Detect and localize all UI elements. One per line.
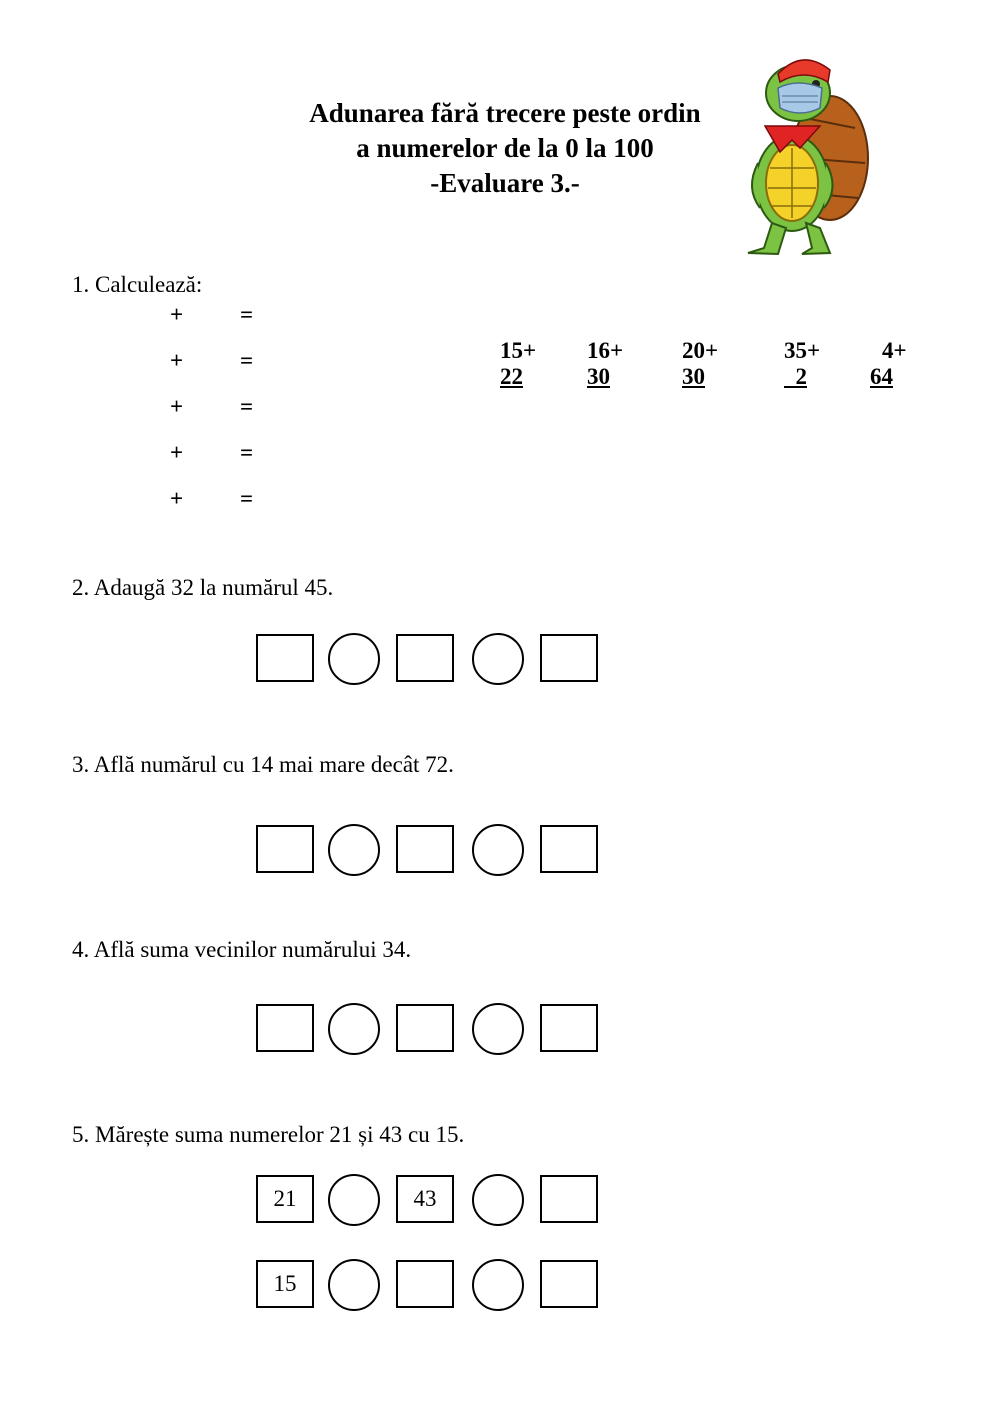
operator-circle[interactable] xyxy=(328,1259,380,1311)
answer-box[interactable] xyxy=(396,825,454,873)
title-line-2: a numerelor de la 0 la 100 xyxy=(356,133,654,163)
operator-circle[interactable] xyxy=(472,1259,524,1311)
answer-box[interactable] xyxy=(256,825,314,873)
operator-circle[interactable] xyxy=(328,824,380,876)
question-5-label: 5. Mărește suma numerelor 21 și 43 cu 15. xyxy=(72,1122,465,1147)
title-line-1: Adunarea fără trecere peste ordin xyxy=(309,98,701,128)
answer-box[interactable] xyxy=(540,1004,598,1052)
column-addition: 4+ 64 xyxy=(870,338,907,389)
question-1-label: 1. Calculează: xyxy=(72,272,203,297)
given-number-box: 21 xyxy=(256,1175,314,1223)
given-number-box: 43 xyxy=(396,1175,454,1223)
question-3-label: 3. Află numărul cu 14 mai mare decât 72. xyxy=(72,752,454,777)
operator-circle[interactable] xyxy=(328,1003,380,1055)
answer-box[interactable] xyxy=(396,1004,454,1052)
answer-box[interactable] xyxy=(396,1260,454,1308)
answer-box[interactable] xyxy=(540,1175,598,1223)
title-line-3: -Evaluare 3.- xyxy=(430,168,580,198)
answer-box[interactable] xyxy=(256,1004,314,1052)
turtle-illustration xyxy=(720,48,880,263)
column-addition: 16+ 30 xyxy=(587,338,624,389)
operator-circle[interactable] xyxy=(472,633,524,685)
column-addition: 15+ 22 xyxy=(500,338,537,389)
answer-box[interactable] xyxy=(256,634,314,682)
operator-circle[interactable] xyxy=(472,824,524,876)
operator-circle[interactable] xyxy=(328,1174,380,1226)
question-2-label: 2. Adaugă 32 la numărul 45. xyxy=(72,575,334,600)
operator-circle[interactable] xyxy=(472,1174,524,1226)
operator-circle[interactable] xyxy=(472,1003,524,1055)
question-4-label: 4. Află suma vecinilor numărului 34. xyxy=(72,937,412,962)
column-addition: 35+ 2 xyxy=(784,338,821,389)
answer-box[interactable] xyxy=(540,825,598,873)
answer-box[interactable] xyxy=(540,1260,598,1308)
answer-box[interactable] xyxy=(540,634,598,682)
operator-circle[interactable] xyxy=(328,633,380,685)
given-number-box: 15 xyxy=(256,1260,314,1308)
answer-box[interactable] xyxy=(396,634,454,682)
column-addition: 20+ 30 xyxy=(682,338,719,389)
